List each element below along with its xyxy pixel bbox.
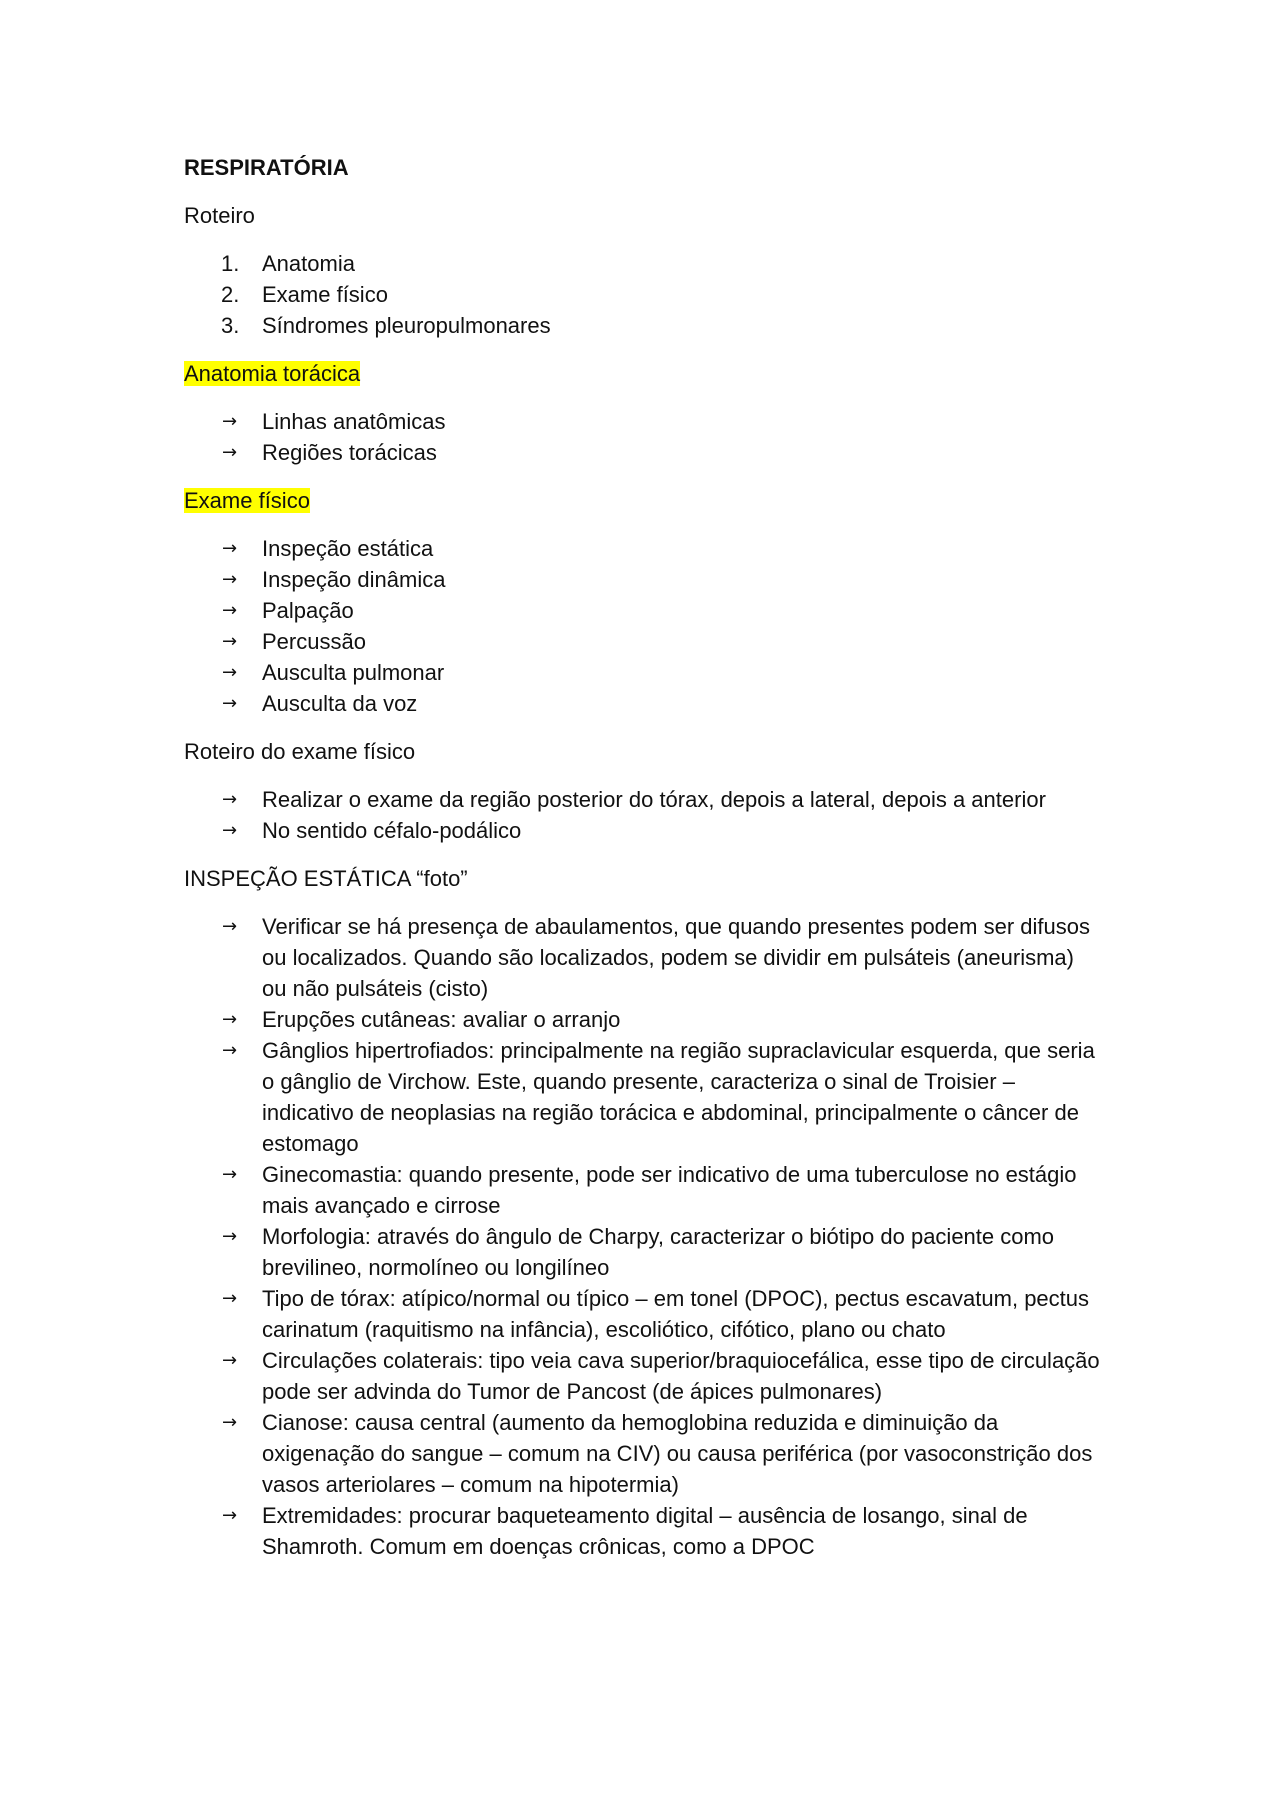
list-item — [184, 626, 1104, 657]
list-item — [184, 1407, 1104, 1500]
arrow-right-icon: → — [222, 442, 238, 463]
list-item-text: Verificar se há presença de abaulamentos, que quando presentes podem ser difusos ou localizados. Quando são localizados, podem se dividir em pulsáteis (aneurisma) ou não pulsáteis (cisto) — [262, 914, 1090, 1001]
list-item — [184, 248, 1104, 279]
roteiro-exame-heading: Roteiro do exame físico — [184, 739, 416, 764]
list-item — [184, 657, 1104, 688]
list-item-text: Linhas anatômicas — [262, 409, 446, 434]
list-item — [184, 595, 1104, 626]
arrow-right-icon: → — [222, 1412, 238, 1433]
list-item-text: Ginecomastia: quando presente, pode ser indicativo de uma tuberculose no estágio mais avançado e cirrose — [262, 1162, 1077, 1218]
list-item-text: Anatomia — [262, 251, 355, 276]
list-item-text: Síndromes pleuropulmonares — [262, 313, 551, 338]
list-item — [184, 1035, 1104, 1159]
highlighted-text: Exame físico — [184, 488, 310, 513]
list-item-text: Extremidades: procurar baqueteamento digital – ausência de losango, sinal de Shamroth. Comum em doenças crônicas, como a DPOC — [262, 1503, 1028, 1559]
exame-list — [184, 533, 1104, 719]
arrow-right-icon: → — [222, 693, 238, 714]
list-item — [184, 1345, 1104, 1407]
roteiro-list — [184, 248, 1104, 341]
exame-heading — [184, 485, 1104, 516]
list-item — [184, 911, 1104, 1004]
list-item-text: Cianose: causa central (aumento da hemoglobina reduzida e diminuição da oxigenação do sangue – comum na CIV) ou causa periférica (por vasoconstrição dos vasos arteriolares – comum na hipotermia) — [262, 1410, 1093, 1497]
arrow-right-icon: → — [222, 600, 238, 621]
arrow-right-icon: → — [222, 569, 238, 590]
list-item — [184, 279, 1104, 310]
list-item — [184, 688, 1104, 719]
list-item — [184, 1159, 1104, 1221]
arrow-right-icon: → — [222, 1009, 238, 1030]
arrow-right-icon: → — [222, 1040, 238, 1061]
arrow-right-icon: → — [222, 662, 238, 683]
document-page — [184, 152, 1104, 1579]
list-item-text: Regiões torácicas — [262, 440, 437, 465]
list-item — [184, 564, 1104, 595]
arrow-right-icon: → — [222, 631, 238, 652]
list-item-text: Tipo de tórax: atípico/normal ou típico – em tonel (DPOC), pectus escavatum, pectus carinatum (raquitismo na infância), escoliótico, cifótico, plano ou chato — [262, 1286, 1090, 1342]
list-item-text: Exame físico — [262, 282, 388, 307]
list-item — [184, 406, 1104, 437]
list-item — [184, 437, 1104, 468]
document-title: RESPIRATÓRIA — [184, 155, 349, 180]
list-item — [184, 533, 1104, 564]
list-item-text: Morfologia: através do ângulo de Charpy, caracterizar o biótipo do paciente como brevilineo, normolíneo ou longilíneo — [262, 1224, 1055, 1280]
list-item — [184, 1221, 1104, 1283]
list-item-text: Realizar o exame da região posterior do tórax, depois a lateral, depois a anterior — [262, 787, 1046, 812]
list-item-text: Inspeção dinâmica — [262, 567, 446, 592]
list-item — [184, 1500, 1104, 1562]
arrow-right-icon: → — [222, 916, 238, 937]
arrow-right-icon: → — [222, 1350, 238, 1371]
list-item — [184, 1004, 1104, 1035]
arrow-right-icon: → — [222, 411, 238, 432]
list-item-text: Gânglios hipertrofiados: principalmente na região supraclavicular esquerda, que seria o gânglio de Virchow. Este, quando presente, caracteriza o sinal de Troisier – indicativo de neoplasias na região torácica e abdominal, principalmente o câncer de estomago — [262, 1038, 1095, 1156]
inspecao-list — [184, 911, 1104, 1562]
list-item-text: Palpação — [262, 598, 354, 623]
arrow-right-icon: → — [222, 1505, 238, 1526]
list-item — [184, 784, 1104, 815]
arrow-right-icon: → — [222, 1288, 238, 1309]
arrow-right-icon: → — [222, 820, 238, 841]
arrow-right-icon: → — [222, 789, 238, 810]
list-item — [184, 1283, 1104, 1345]
highlighted-text: Anatomia torácica — [184, 361, 361, 386]
list-number: 3. — [221, 313, 240, 338]
list-item — [184, 815, 1104, 846]
roteiro-exame-list — [184, 784, 1104, 846]
list-item-text: Erupções cutâneas: avaliar o arranjo — [262, 1007, 621, 1032]
arrow-right-icon: → — [222, 538, 238, 559]
list-item-text: Ausculta pulmonar — [262, 660, 445, 685]
list-item-text: No sentido céfalo-podálico — [262, 818, 522, 843]
roteiro-heading: Roteiro — [184, 203, 255, 228]
anatomia-heading — [184, 358, 1104, 389]
list-item-text: Inspeção estática — [262, 536, 434, 561]
list-number: 1. — [221, 251, 240, 276]
arrow-right-icon: → — [222, 1164, 238, 1185]
anatomia-list — [184, 406, 1104, 468]
inspecao-heading: INSPEÇÃO ESTÁTICA “foto” — [184, 866, 468, 891]
arrow-right-icon: → — [222, 1226, 238, 1247]
list-number: 2. — [221, 282, 240, 307]
list-item-text: Percussão — [262, 629, 366, 654]
list-item — [184, 310, 1104, 341]
list-item-text: Circulações colaterais: tipo veia cava superior/braquiocefálica, esse tipo de circulação pode ser advinda do Tumor de Pancost (de ápices pulmonares) — [262, 1348, 1100, 1404]
list-item-text: Ausculta da voz — [262, 691, 418, 716]
